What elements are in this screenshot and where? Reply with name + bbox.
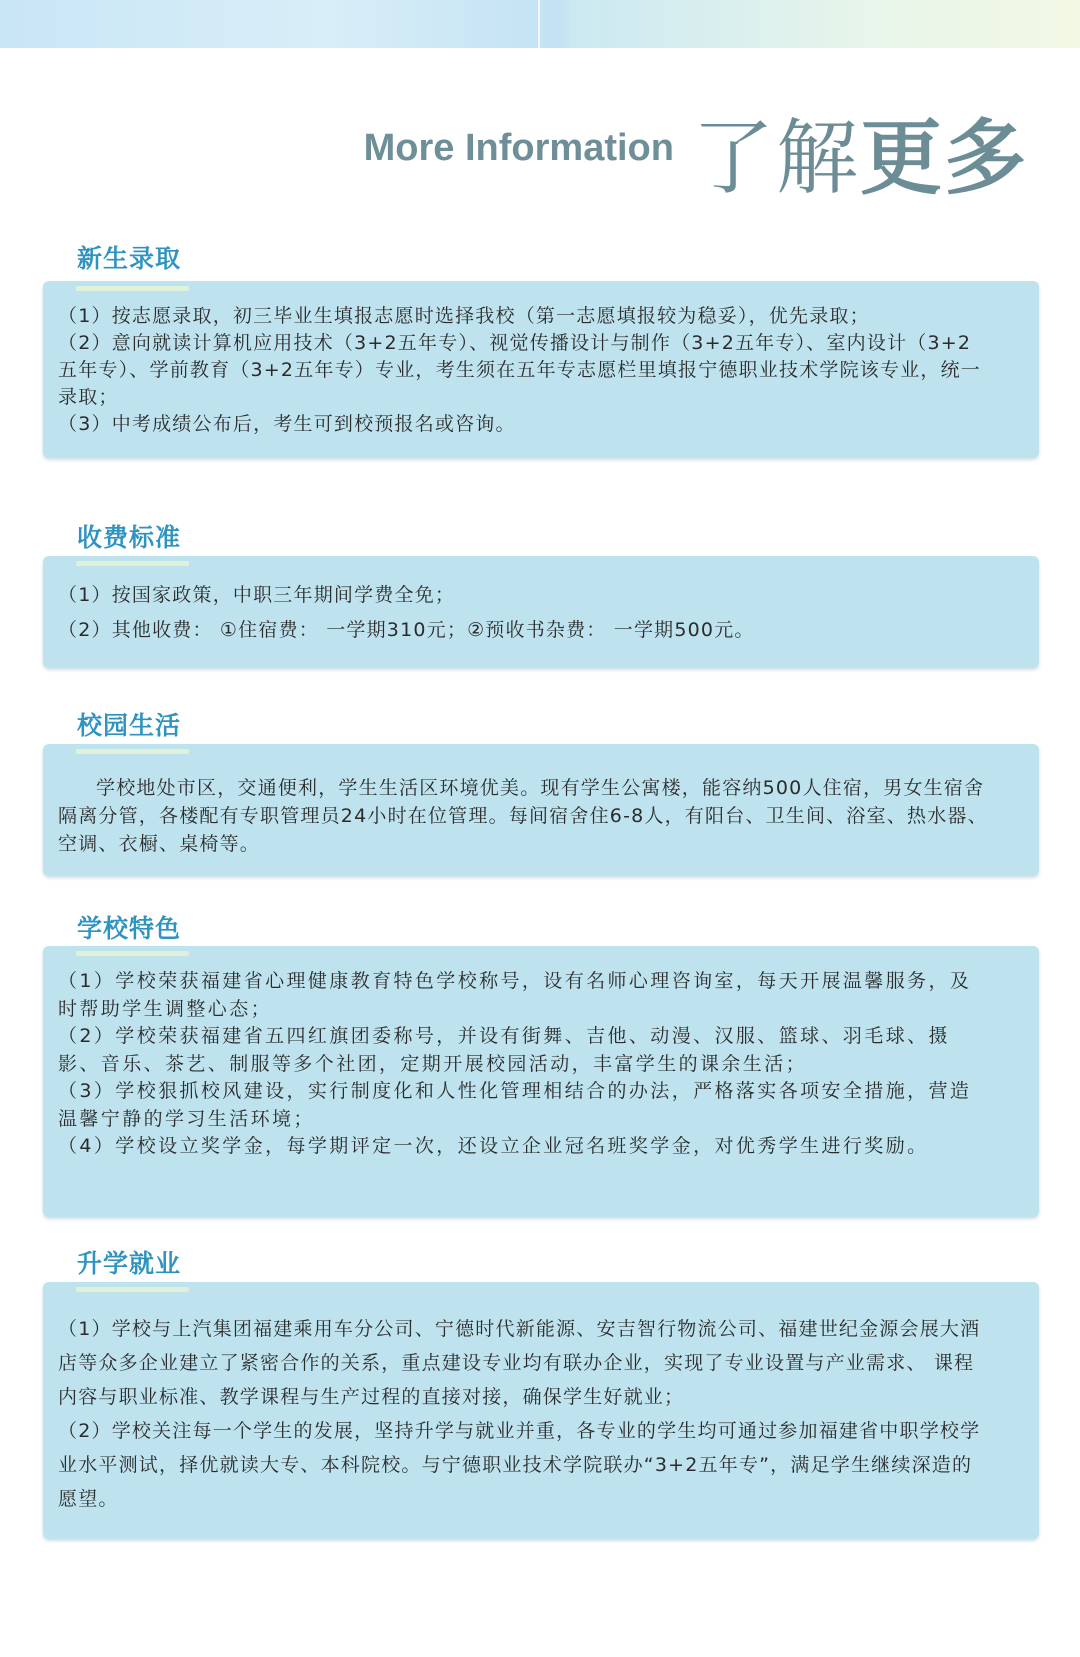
admission-item-3: （3）中考成绩公布后，考生可到校预报名或咨询。: [58, 413, 516, 435]
page-title-chinese-bold: 更多: [859, 111, 1028, 206]
features-item-3: （3）学校狠抓校风建设，实行制度化和人性化管理相结合的办法，严格落实各项安全措施，营造温馨宁静的学习生活环境；: [58, 1080, 972, 1130]
heading-underline: [76, 1287, 189, 1292]
admission-item-1: （1）按志愿录取，初三毕业生填报志愿时选择我校（第一志愿填报较为稳妥），优先录取；: [58, 305, 870, 327]
page-title-chinese-light: 了解: [691, 111, 860, 206]
features-item-2: （2）学校荣获福建省五四红旗团委称号，并设有街舞、吉他、动漫、汉服、篮球、羽毛球、摄影、音乐、茶艺、制服等多个社团，定期开展校园活动，丰富学生的课余生活；: [58, 1025, 950, 1075]
employment-item-2: （2）学校关注每一个学生的发展，坚持升学与就业并重，各专业的学生均可通过参加福建省中职学校学业水平测试，择优就读大专、本科院校。与宁德职业技术学院联办“3+2五年专”，满足学生继续深造的愿望。: [58, 1420, 981, 1510]
section-panel-fees: [43, 556, 1039, 668]
heading-underline: [76, 749, 189, 754]
heading-underline: [76, 286, 189, 291]
heading-underline: [76, 561, 189, 566]
campus-life-text: 学校地处市区，交通便利，学生生活区环境优美。现有学生公寓楼，能容纳500人住宿，男女生宿舍隔离分管，各楼配有专职管理员24小时在位管理。每间宿舍住6-8人，有阳台、卫生间、浴室、热水器、空调、衣橱、桌椅等。: [58, 777, 988, 855]
top-banner: [0, 0, 1080, 48]
features-item-1: （1）学校荣获福建省心理健康教育特色学校称号，设有名师心理咨询室，每天开展温馨服务，及时帮助学生调整心态；: [58, 970, 972, 1020]
section-heading-campus-life: 校园生活: [77, 711, 182, 740]
fees-item-2: （2）其他收费： ①住宿费： 一学期310元；②预收书杂费： 一学期500元。: [58, 619, 755, 641]
section-heading-fees: 收费标准: [77, 523, 182, 552]
section-heading-admission: 新生录取: [77, 244, 182, 273]
section-panel-admission: [43, 281, 1039, 458]
employment-item-1: （1）学校与上汽集团福建乘用车分公司、宁德时代新能源、安吉智行物流公司、福建世纪金源会展大酒店等众多企业建立了紧密合作的关系，重点建设专业均有联办企业，实现了专业设置与产业需求、 课程内容与职业标准、教学课程与生产过程的直接对接，确保学生好就业；: [58, 1318, 981, 1408]
fees-item-1: （1）按国家政策，中职三年期间学费全免；: [58, 584, 456, 606]
section-panel-campus-life: [43, 744, 1039, 876]
section-panel-school-features: [43, 946, 1039, 1217]
banner-divider: [538, 0, 540, 48]
page-title-english: More Information: [363, 127, 674, 169]
section-heading-further-study-employment: 升学就业: [77, 1249, 182, 1278]
features-item-4: （4）学校设立奖学金，每学期评定一次，还设立企业冠名班奖学金，对优秀学生进行奖励。: [58, 1135, 929, 1157]
section-heading-school-features: 学校特色: [77, 914, 182, 943]
page-title: [363, 111, 1028, 206]
admission-item-2: （2）意向就读计算机应用技术（3+2五年专）、视觉传播设计与制作（3+2五年专）、室内设计（3+2五年专）、学前教育（3+2五年专）专业，考生须在五年专志愿栏里填报宁德职业技术学院该专业，统一录取；: [58, 332, 981, 408]
heading-underline: [76, 951, 189, 956]
section-panel-further-study-employment: [43, 1282, 1039, 1539]
